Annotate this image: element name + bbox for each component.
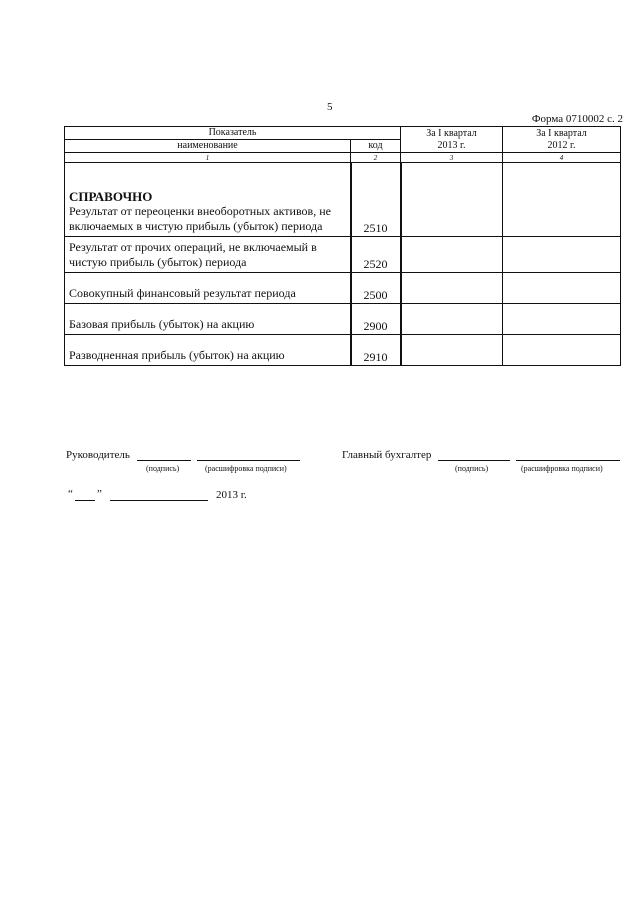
row-name: Разводненная прибыль (убыток) на акцию: [65, 335, 351, 366]
row-value-2013: [401, 163, 503, 237]
row-value-2012: [503, 335, 621, 366]
head-decoding-caption: (расшифровка подписи): [205, 464, 287, 473]
date-month-line[interactable]: [110, 500, 208, 501]
col-2013-line2: 2013 г.: [437, 140, 466, 151]
report-table: [64, 126, 621, 366]
row-code: 2510: [351, 163, 401, 237]
form-code: Форма 0710002 с. 2: [531, 113, 623, 125]
column-number: 3: [401, 153, 503, 163]
date-quote-open: “: [68, 488, 73, 500]
date-day-line[interactable]: [75, 500, 95, 501]
col-2013-header: [401, 127, 503, 153]
row-value-2013: [401, 273, 503, 304]
accountant-signature-caption: (подпись): [455, 464, 489, 473]
row-code: 2520: [351, 237, 401, 273]
date-year: 2013 г.: [216, 489, 247, 501]
code-header: код: [351, 140, 401, 153]
column-number: 4: [503, 153, 621, 163]
row-name: Совокупный финансовый результат периода: [65, 273, 351, 304]
column-numbers-row: [65, 153, 621, 163]
col-2013-line1: За I квартал: [426, 128, 477, 139]
table-row: [65, 163, 621, 237]
row-value-2013: [401, 237, 503, 273]
column-number: 2: [351, 153, 401, 163]
name-header: наименование: [65, 140, 351, 153]
column-number: 1: [65, 153, 351, 163]
col-2012-line1: За I квартал: [536, 128, 587, 139]
chief-accountant-label: Главный бухгалтер: [342, 449, 432, 461]
head-label: Руководитель: [66, 449, 130, 461]
row-value-2012: [503, 273, 621, 304]
indicator-header: Показатель: [65, 127, 401, 140]
accountant-decoding-line[interactable]: [516, 460, 620, 461]
table-row: [65, 304, 621, 335]
head-signature-caption: (подпись): [146, 464, 180, 473]
head-decoding-line[interactable]: [197, 460, 300, 461]
accountant-decoding-caption: (расшифровка подписи): [521, 464, 603, 473]
row-code: 2910: [351, 335, 401, 366]
date-quote-close: ”: [97, 488, 102, 500]
table-row: [65, 273, 621, 304]
row-name: [65, 163, 351, 237]
row-value-2012: [503, 304, 621, 335]
row-name: Базовая прибыль (убыток) на акцию: [65, 304, 351, 335]
row-value-2013: [401, 335, 503, 366]
table-row: [65, 335, 621, 366]
row-value-2012: [503, 237, 621, 273]
header-row-1: [65, 127, 621, 140]
col-2012-header: [503, 127, 621, 153]
col-2012-line2: 2012 г.: [547, 140, 576, 151]
reference-title: СПРАВОЧНО: [69, 189, 153, 204]
row-code: 2900: [351, 304, 401, 335]
row-code: 2500: [351, 273, 401, 304]
page-number: 5: [327, 101, 333, 113]
row-label: Результат от переоценки внеоборотных активов, не включаемых в чистую прибыль (убыток) периода: [69, 204, 331, 233]
accountant-signature-line[interactable]: [438, 460, 510, 461]
row-name: Результат от прочих операций, не включаемый в чистую прибыль (убыток) периода: [65, 237, 351, 273]
row-value-2013: [401, 304, 503, 335]
row-value-2012: [503, 163, 621, 237]
head-signature-line[interactable]: [137, 460, 191, 461]
table-row: [65, 237, 621, 273]
